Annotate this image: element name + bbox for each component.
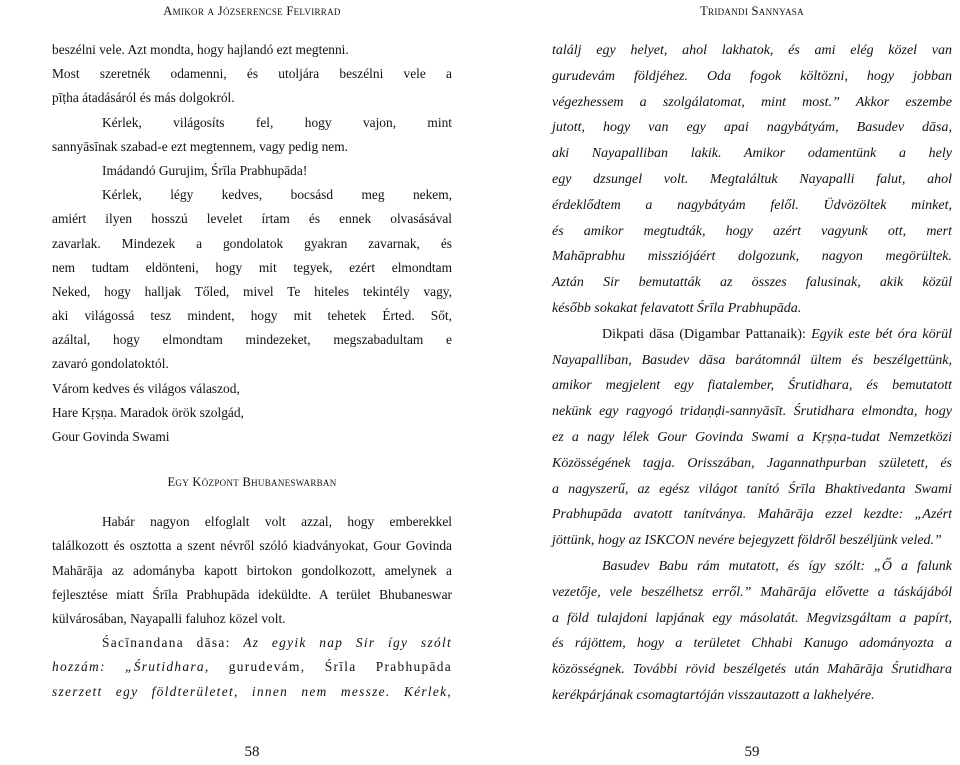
right-page-body (552, 38, 952, 709)
letter-signature: Gour Govinda Swami (52, 429, 170, 444)
body-line: Habár nagyon elfoglalt volt azzal, hogy emberekkel (102, 514, 452, 530)
basudev-line: kerékpárjának csomagtartóján visszautazott a lakhelyére. (552, 687, 875, 703)
body-line: külvárosában, Nayapalli faluhoz közel volt. (52, 610, 286, 626)
dialogue-text: Az egyik nap Sir így szólt (243, 635, 452, 651)
italic-line: végezhessem a szolgálatomat, mint most.” Akkor eszembe (552, 94, 952, 110)
italic-line: találj egy helyet, ahol lakhatok, és ami elég közel van (552, 43, 952, 58)
italic-line: érdeklődtem a nagybátyám felől. Üdvözöltek minket, (552, 197, 952, 213)
letter-line: Kérlek, légy kedves, bocsásd meg nekem, (102, 187, 452, 203)
letter-line: Neked, hogy halljak Tőled, mivel Te hiteles tekintély vagy, (52, 283, 452, 299)
italic-line: Mahāprabhu missziójáért dolgozunk, nagyon megörültek. (552, 249, 952, 265)
basudev-line: közösségnek. További rövid beszélgetés után Mahārāja Śrutidhara (552, 662, 952, 678)
left-running-header: Amikor a Józserencse Felvirrad (163, 4, 341, 18)
letter-line: Kérlek, világosíts fel, hogy vajon, mint (102, 114, 452, 130)
page-number: 58 (244, 744, 260, 760)
letter-line: pīṭha átadásáról és más dolgokról. (52, 90, 235, 106)
letter-line: zavarlak. Mindezek a gondolatok gyakran zavarnak, és (52, 235, 452, 251)
right-page (552, 0, 952, 765)
left-page (52, 0, 452, 765)
dialogue-line: szerzett egy földterületet, innen nem messze. Kérlek, (52, 683, 452, 699)
letter-line: amiért ilyen hosszú levelet írtam és ennek olvasásával (52, 211, 452, 227)
dialogue-text: gurudevám, Śrīla Prabhupāda (228, 659, 453, 675)
dikpati-line: Közösségének tagja. Orisszában, Jagannathpurban született, és (552, 455, 952, 471)
letter-line: azáltal, hogy elmondtam mindezeket, megszabadultam e (52, 332, 452, 348)
dikpati-line: jöttünk, hogy az ISKCON nevére bejegyzett földről beszéljünk veled.” (552, 533, 942, 549)
dialogue-line (52, 631, 452, 655)
dikpati-line (552, 322, 952, 348)
dikpati-line: amikor megjelent egy fiatalember, Śrutidhara, és bemutatott (552, 378, 952, 394)
left-page-body (52, 38, 452, 704)
dikpati-line: nekünk egy ragyogó tridaṇḍi-sannyāsīt. Śrutidhara elmondta, hogy (552, 404, 952, 420)
dialogue-line (52, 655, 452, 679)
basudev-line: vezetője, vele beszélhetsz erről.” Mahārāja elővette a táskájából (552, 584, 952, 600)
right-running-header: Tridandi Sannyasa (700, 4, 804, 18)
basudev-line: a föld tulajdoni lapjának egy másolatát. Megvizsgáltam a papírt, (552, 610, 952, 626)
letter-closing: Várom kedves és világos válaszod, (52, 380, 240, 396)
letter-line: sannyāsīnak szabad-e ezt megtennem, vagy pedig nem. (52, 138, 348, 154)
letter-line: Most szeretnék odamenni, és utoljára beszélni vele a (52, 66, 452, 82)
italic-line: Aztán Sir bemutatták az összes falusinak, akik közül (552, 275, 952, 291)
letter-closing: Hare Kṛṣṇa. Maradok örök szolgád, (52, 404, 244, 420)
section-heading: Egy Központ Bhubaneswarban (167, 475, 337, 490)
dikpati-line: Nayapalliban, Basudev dāsa barátomnál ültem és beszélgettünk, (552, 352, 952, 368)
body-line: Mahārāja az adományba kapott birtokon gondolkozott, amelynek a (52, 562, 452, 578)
dikpati-line: ez a nagy lélek Gour Govinda Swami a Kṛṣṇa-tudat Nemzetközi (552, 429, 952, 445)
letter-line: zavaró gondolatoktól. (52, 356, 169, 372)
basudev-line: Basudev Babu rám mutatott, és így szólt: „Ő a falunk (602, 558, 952, 574)
speaker-name: Śacīnandana dāsa: (102, 635, 244, 651)
letter-line: nem tudtam eldönteni, hogy mit tegyek, ezért elmondtam (52, 259, 452, 275)
basudev-line: és rájöttem, hogy a területet Chhabi Kanugo adományozta a (552, 636, 952, 652)
letter-line: aki világossá tesz mindent, hogy mit tehetek Érted. Sőt, (52, 308, 452, 324)
italic-line: aki Nayapalliban lakik. Amikor odamentünk a hely (552, 146, 952, 162)
italic-line: később sokakat felavatott Śrīla Prabhupāda. (552, 300, 802, 316)
dialogue-text: Egyik este bét óra körül (811, 326, 952, 342)
dialogue-text: hozzám: „Śrutidhara, (52, 659, 229, 675)
italic-line: egy dzsungel volt. Megtaláltuk Nayapalli falut, ahol (552, 171, 952, 187)
page-number: 59 (744, 744, 760, 760)
dikpati-line: a nagyszerű, az egész világot tanító Śrīla Bhaktivedanta Swami (552, 481, 952, 497)
italic-line: jutott, hogy van egy apai nagybátyám, Basudev dāsa, (552, 120, 952, 136)
dikpati-line: Prabhupāda avatott tanítványa. Mahārāja ezzel kezdte: „Azért (552, 507, 952, 523)
letter-line: Imádandó Gurujim, Śrīla Prabhupāda! (102, 162, 308, 178)
speaker-name: Dikpati dāsa (Digambar Pattanaik): (602, 326, 812, 342)
italic-line: gurudevám földjéhez. Oda fogok költözni, hogy jobban (552, 68, 952, 84)
italic-line: és amikor megtudták, hogy azért vagyunk ott, mert (552, 223, 952, 239)
letter-line: beszélni vele. Azt mondta, hogy hajlandó ezt megtenni. (52, 42, 349, 57)
body-line: találkozott és osztotta a szent névről szóló kiadványokat, Gour Govinda (52, 538, 452, 554)
body-line: fejlesztése miatt Śrīla Prabhupāda ideküldte. A terület Bhubaneswar (52, 586, 452, 602)
